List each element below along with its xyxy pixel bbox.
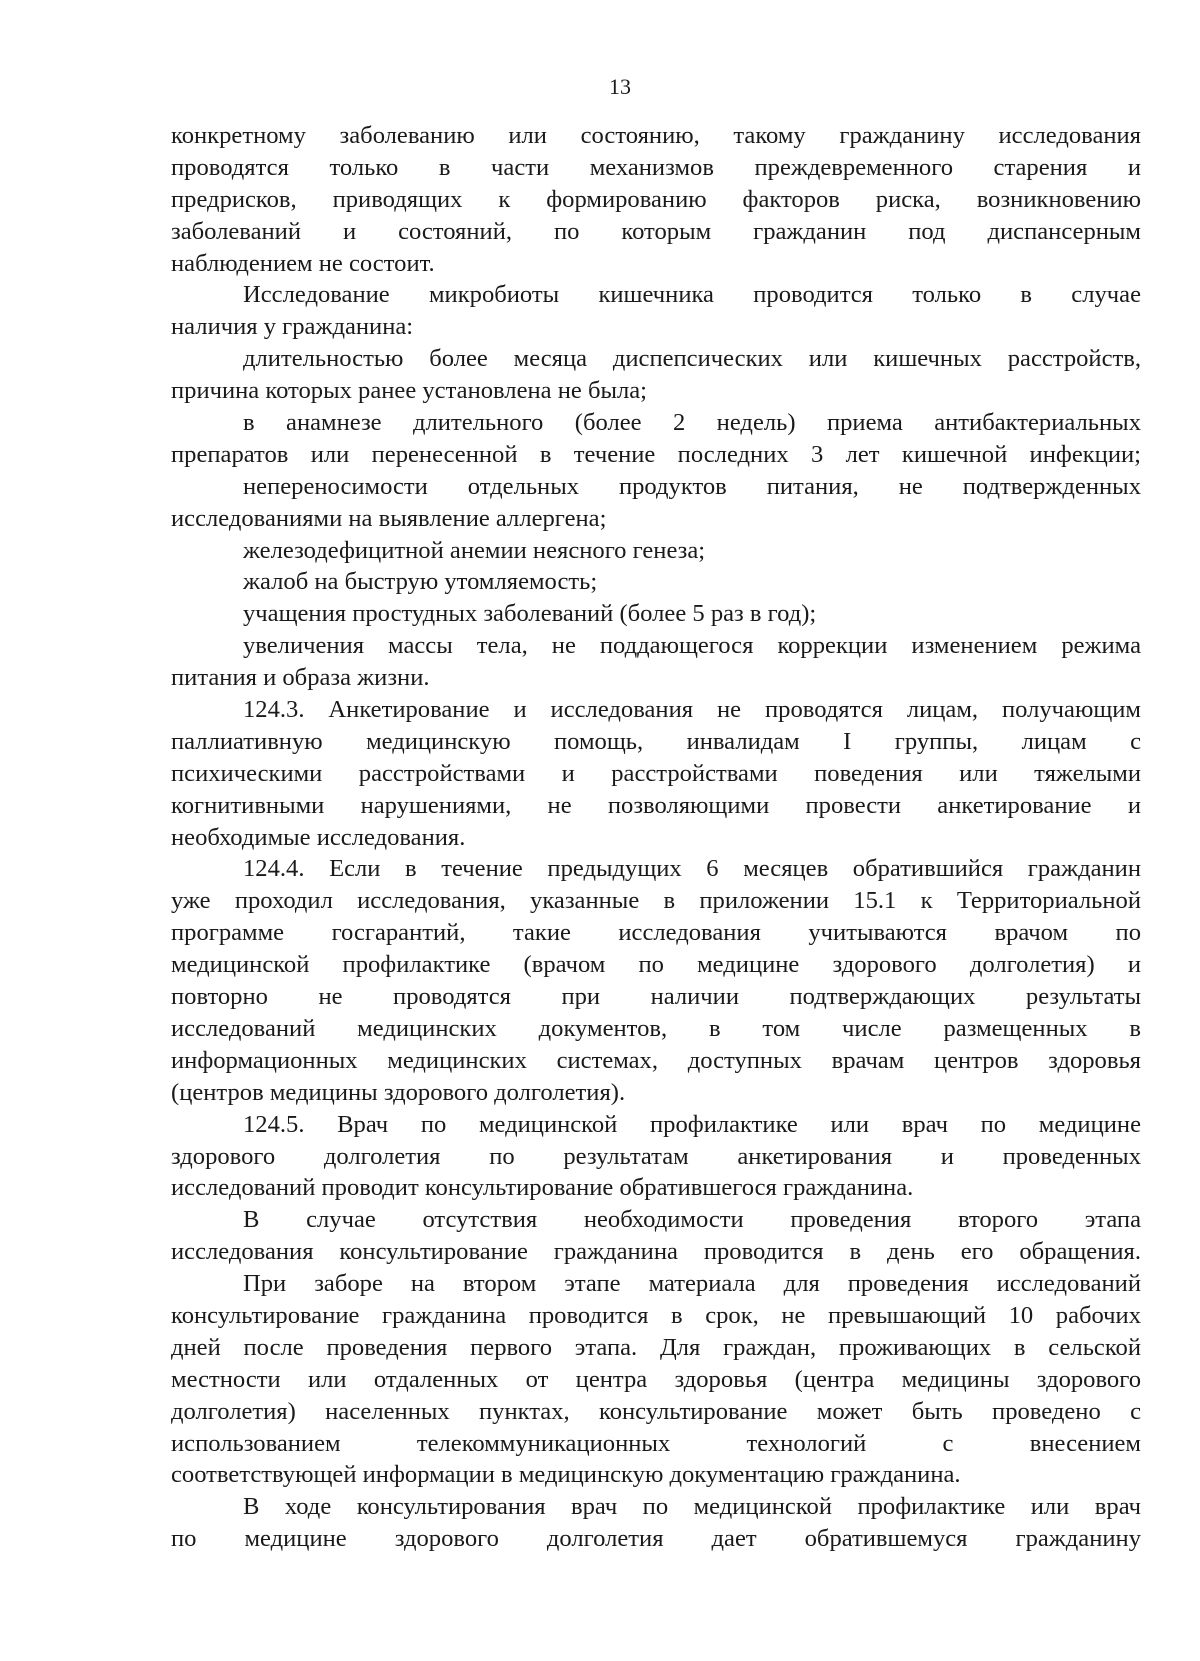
- text-line: наличия у гражданина:: [171, 313, 414, 341]
- text-line: Исследование микробиоты кишечника проводится только в случае: [243, 281, 1141, 309]
- text-line: конкретному заболеванию или состоянию, такому гражданину исследования: [171, 122, 1141, 149]
- text-line: медицинской профилактике (врачом по медицине здорового долголетия) и: [171, 951, 1141, 979]
- document-body: [171, 120, 1141, 1555]
- text-line: долголетия) населенных пунктах, консультирование может быть проведено с: [171, 1397, 1141, 1425]
- text-line: уже проходил исследования, указанные в приложении 15.1 к Территориальной: [171, 887, 1141, 915]
- text-line: непереносимости отдельных продуктов питания, не подтвержденных: [243, 472, 1141, 500]
- text-line: паллиативную медицинскую помощь, инвалидам I группы, лицам с: [171, 727, 1141, 755]
- text-line: При заборе на втором этапе материала для проведения исследований: [243, 1270, 1141, 1298]
- text-line: местности или отдаленных от центра здоровья (центра медицины здорового: [171, 1365, 1141, 1393]
- text-line: 124.4. Если в течение предыдущих 6 месяцев обратившийся гражданин: [243, 855, 1141, 883]
- page-number: 13: [609, 74, 631, 99]
- text-line: программе госгарантий, такие исследования учитываются врачом по: [171, 919, 1141, 947]
- text-line: учащения простудных заболеваний (более 5 раз в год);: [243, 600, 817, 628]
- text-line: по медицине здорового долголетия дает обратившемуся гражданину: [171, 1525, 1141, 1553]
- text-line: исследований проводит консультирование обратившегося гражданина.: [171, 1174, 914, 1202]
- text-line: когнитивными нарушениями, не позволяющими провести анкетирование и: [171, 791, 1141, 819]
- text-line: соответствующей информации в медицинскую документацию гражданина.: [171, 1461, 961, 1489]
- text-line: (центров медицины здорового долголетия).: [171, 1078, 626, 1106]
- text-line: исследований медицинских документов, в том числе размещенных в: [171, 1014, 1141, 1042]
- text-line: железодефицитной анемии неясного генеза;: [243, 536, 706, 564]
- text-line: увеличения массы тела, не поддающегося коррекции изменением режима: [243, 632, 1141, 660]
- text-line: исследованиями на выявление аллергена;: [171, 504, 607, 532]
- text-line: 124.3. Анкетирование и исследования не проводятся лицам, получающим: [243, 696, 1141, 724]
- text-line: использованием телекоммуникационных технологий с внесением: [171, 1429, 1141, 1457]
- text-line: информационных медицинских системах, доступных врачам центров здоровья: [171, 1046, 1141, 1074]
- text-line: В ходе консультирования врач по медицинской профилактике или врач: [243, 1493, 1141, 1521]
- text-line: питания и образа жизни.: [171, 664, 430, 692]
- text-line: длительностью более месяца диспепсических или кишечных расстройств,: [243, 345, 1141, 373]
- text-line: дней после проведения первого этапа. Для граждан, проживающих в сельской: [171, 1333, 1141, 1361]
- text-line: повторно не проводятся при наличии подтверждающих результаты: [171, 983, 1141, 1011]
- text-line: психическими расстройствами и расстройствами поведения или тяжелыми: [171, 759, 1141, 787]
- text-line: проводятся только в части механизмов преждевременного старения и: [171, 153, 1141, 181]
- text-line: предрисков, приводящих к формированию факторов риска, возникновению: [171, 185, 1141, 213]
- text-line: заболеваний и состояний, по которым гражданин под диспансерным: [171, 217, 1141, 245]
- text-line: исследования консультирование гражданина проводится в день его обращения.: [171, 1238, 1141, 1266]
- text-line: жалоб на быструю утомляемость;: [243, 568, 598, 596]
- text-line: 124.5. Врач по медицинской профилактике или врач по медицине: [243, 1110, 1141, 1138]
- text-line: необходимые исследования.: [171, 823, 466, 851]
- text-line: консультирование гражданина проводится в срок, не превышающий 10 рабочих: [171, 1301, 1141, 1329]
- text-line: В случае отсутствия необходимости проведения второго этапа: [243, 1206, 1141, 1234]
- text-line: препаратов или перенесенной в течение последних 3 лет кишечной инфекции;: [171, 440, 1141, 468]
- text-line: наблюдением не состоит.: [171, 249, 435, 277]
- text-line: в анамнезе длительного (более 2 недель) приема антибактериальных: [243, 409, 1141, 437]
- text-line: причина которых ранее установлена не была;: [171, 377, 648, 405]
- text-line: здорового долголетия по результатам анкетирования и проведенных: [171, 1142, 1141, 1170]
